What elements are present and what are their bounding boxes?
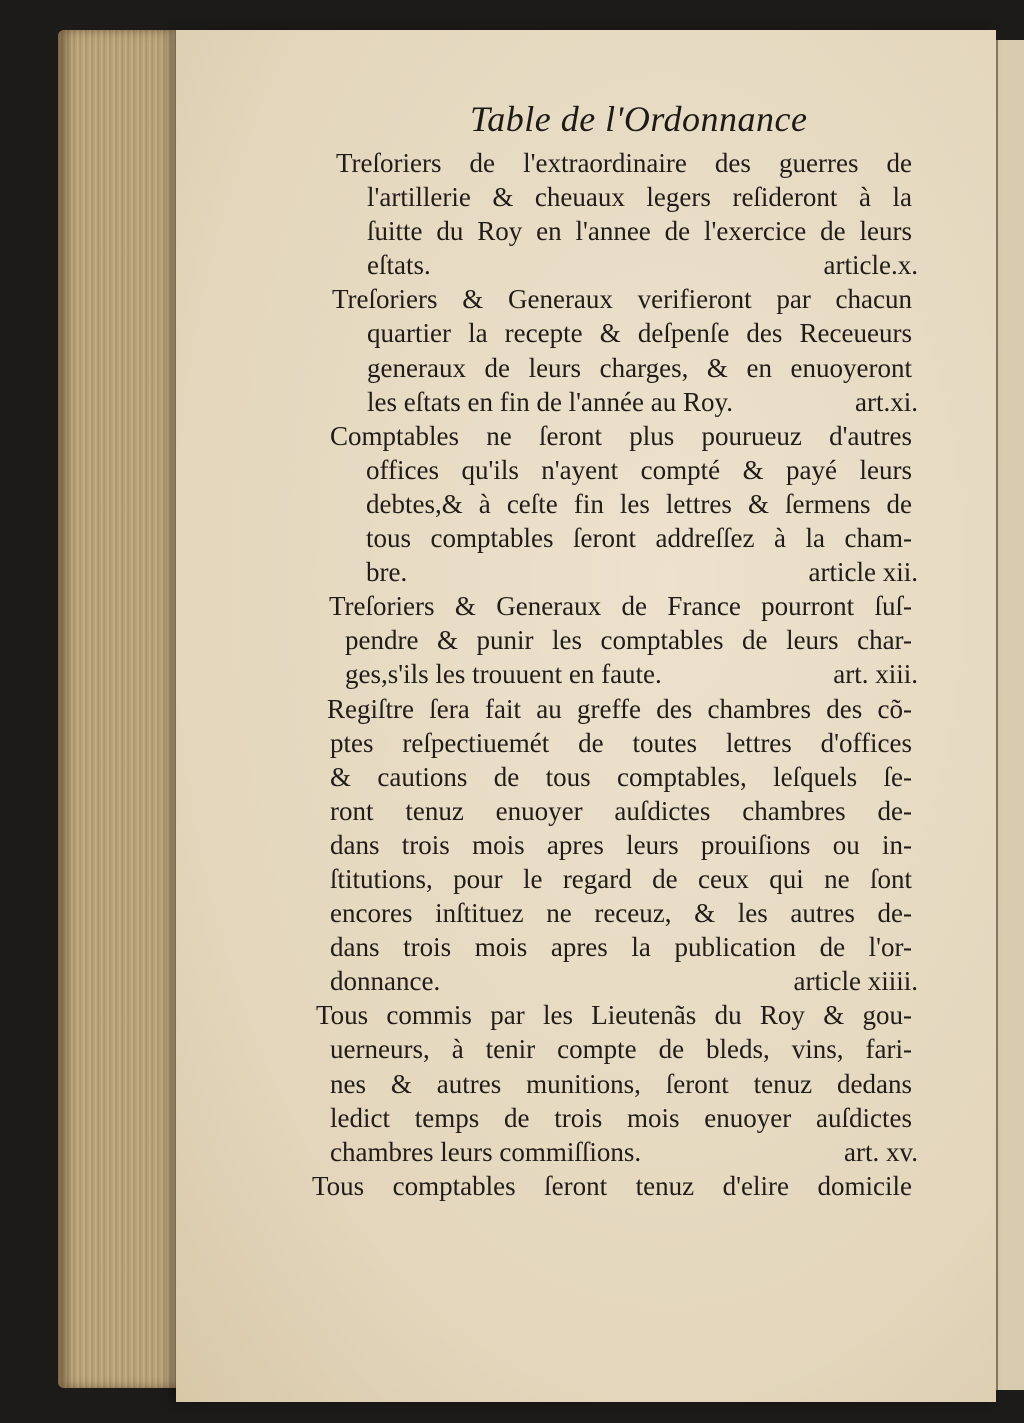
entry-line bbox=[0, 521, 1024, 555]
entry-line-text: Regiſtre ſera fait au greffe des chambres des cõ- bbox=[327, 693, 912, 724]
entry-line-text: ges,s'ils les trouuent en faute. bbox=[345, 659, 662, 690]
entry-line-text: quartier la recepte & deſpenſe des Receueurs bbox=[367, 318, 912, 349]
entry-line-text: bre. bbox=[366, 557, 408, 588]
entry-line bbox=[0, 657, 1024, 691]
entry-line bbox=[0, 862, 1024, 896]
article-reference: art.xi. bbox=[855, 386, 918, 417]
entry-line bbox=[0, 692, 1024, 726]
entry-line bbox=[0, 1067, 1024, 1101]
table-entries bbox=[0, 146, 1024, 1203]
entry-line bbox=[0, 248, 1024, 282]
entry-line-text: les eſtats en fin de l'année au Roy. bbox=[367, 386, 733, 417]
table-entry bbox=[0, 1169, 1024, 1203]
entry-line-text: offices qu'ils n'ayent compté & payé leurs bbox=[366, 454, 912, 485]
table-entry bbox=[0, 998, 1024, 1168]
entry-line-text: ledict temps de trois mois enuoyer auſdictes bbox=[330, 1102, 912, 1133]
entry-line bbox=[0, 214, 1024, 248]
entry-line bbox=[0, 930, 1024, 964]
entry-line bbox=[0, 1101, 1024, 1135]
entry-line bbox=[0, 1169, 1024, 1203]
table-entry bbox=[0, 419, 1024, 589]
entry-line bbox=[0, 998, 1024, 1032]
entry-line bbox=[0, 623, 1024, 657]
entry-line bbox=[0, 1032, 1024, 1066]
entry-line bbox=[0, 146, 1024, 180]
table-entry bbox=[0, 146, 1024, 282]
entry-line bbox=[0, 794, 1024, 828]
entry-line bbox=[0, 760, 1024, 794]
entry-line-text: nes & autres munitions, ſeront tenuz dedans bbox=[330, 1068, 912, 1099]
table-entry bbox=[0, 282, 1024, 418]
entry-line bbox=[0, 385, 1024, 419]
article-reference: article xiiii. bbox=[793, 966, 918, 997]
entry-line bbox=[0, 1135, 1024, 1169]
entry-line-text: Treſoriers & Generaux de France pourront ſuſ- bbox=[329, 591, 912, 622]
entry-line-text: Treſoriers & Generaux verifieront par chacun bbox=[332, 284, 912, 315]
entry-line-text: donnance. bbox=[330, 966, 441, 997]
entry-line-text: Treſoriers de l'extraordinaire des guerres de bbox=[336, 148, 912, 178]
running-head: Table de l'Ordonnance bbox=[470, 99, 808, 139]
entry-line-text: pendre & punir les comptables de leurs char- bbox=[345, 625, 912, 656]
article-reference: art. xiii. bbox=[833, 659, 918, 690]
entry-line bbox=[0, 589, 1024, 623]
entry-line bbox=[0, 896, 1024, 930]
entry-line-text: debtes,& à ceſte fin les lettres & ſermens de bbox=[366, 488, 912, 519]
entry-line bbox=[0, 419, 1024, 453]
table-entry bbox=[0, 589, 1024, 691]
article-reference: art. xv. bbox=[844, 1136, 918, 1167]
entry-line-text: Tous commis par les Lieutenãs du Roy & gou- bbox=[316, 1000, 912, 1031]
entry-line bbox=[0, 316, 1024, 350]
entry-line bbox=[0, 351, 1024, 385]
entry-line bbox=[0, 555, 1024, 589]
entry-line bbox=[0, 282, 1024, 316]
entry-line-text: & cautions de tous comptables, leſquels ſe- bbox=[330, 761, 912, 792]
entry-line bbox=[0, 964, 1024, 998]
entry-line-text: dans trois mois apres la publication de l'or- bbox=[330, 932, 912, 963]
entry-line-text: Comptables ne ſeront plus pourueuz d'autres bbox=[330, 420, 912, 451]
entry-line-text: encores inſtituez ne receuz, & les autres de- bbox=[330, 898, 912, 929]
entry-line-text: dans trois mois apres leurs prouiſions ou in- bbox=[330, 829, 912, 860]
entry-line bbox=[0, 726, 1024, 760]
entry-line-text: ptes reſpectiuemét de toutes lettres d'offices bbox=[330, 727, 912, 758]
entry-line-text: ſuitte du Roy en l'annee de l'exercice de leurs bbox=[367, 216, 912, 247]
entry-line-text: generaux de leurs charges, & en enuoyeront bbox=[367, 352, 912, 383]
entry-line-text: l'artillerie & cheuaux legers reſideront à la bbox=[367, 182, 912, 213]
entry-line bbox=[0, 487, 1024, 521]
entry-line-text: chambres leurs commiſſions. bbox=[330, 1136, 642, 1167]
entry-line-text: ſtitutions, pour le regard de ceux qui ne ſont bbox=[330, 863, 912, 894]
entry-line-text: eſtats. bbox=[367, 250, 431, 281]
entry-line-text: ront tenuz enuoyer auſdictes chambres de- bbox=[330, 795, 912, 826]
entry-line-text: Tous comptables ſeront tenuz d'elire domicile bbox=[312, 1170, 912, 1201]
entry-line bbox=[0, 453, 1024, 487]
entry-line bbox=[0, 180, 1024, 214]
entry-line-text: tous comptables ſeront addreſſez à la cham- bbox=[366, 523, 912, 554]
table-entry bbox=[0, 692, 1024, 999]
entry-line-text: uerneurs, à tenir compte de bleds, vins, fari- bbox=[330, 1034, 912, 1065]
entry-line bbox=[0, 828, 1024, 862]
article-reference: article.x. bbox=[823, 250, 918, 281]
article-reference: article xii. bbox=[808, 557, 918, 588]
